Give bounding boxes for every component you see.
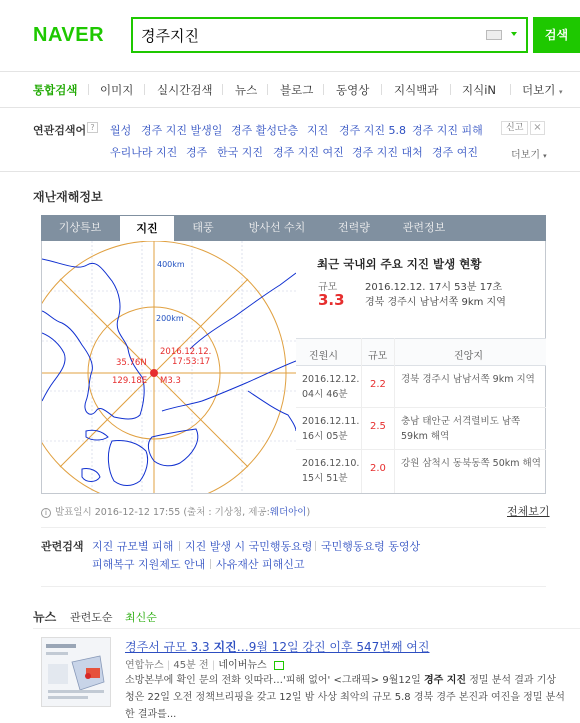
event-time-label: 17:53:17 [172,357,211,367]
row-time: 15시 51분 [302,473,348,484]
row-date: 2016.12.10. [302,458,360,469]
keyword-link[interactable]: 피해복구 지원제도 안내 [92,558,206,571]
chevron-down-icon[interactable] [511,32,517,36]
row-magnitude: 2.5 [370,421,386,432]
related-keyword[interactable]: 경주 지진 5.8 [339,124,406,137]
tab-encyclopedia[interactable]: 지식백과 [394,83,439,97]
keyword-search [41,527,546,587]
earthquake-panel [41,241,546,494]
headline-pre: 경주서 규모 3.3 [125,640,214,654]
search-button[interactable]: 검색 [533,17,580,53]
row-magnitude: 2.0 [370,463,386,474]
recent-place: 경북 경주시 남남서쪽 9km 지역 [365,297,506,308]
tab-related-info[interactable]: 관련정보 [402,221,446,234]
keyword-link[interactable]: 지진 규모별 피해 [92,540,174,553]
tab-divider [267,84,268,95]
tab-realtime[interactable]: 실시간검색 [157,83,213,97]
tab-divider [222,84,223,95]
related-more-label: 더보기 [511,150,540,161]
related-keyword[interactable]: 경주 [186,146,208,159]
scale-value: 3.3 [318,291,345,309]
row-date: 2016.12.11. [302,416,360,427]
tab-divider [381,84,382,95]
news-divider [33,628,580,629]
tab-divider [510,84,511,95]
earthquake-table [296,338,546,492]
tab-kin[interactable]: 지식iN [462,83,497,97]
keyword-search-title: 관련검색 [41,540,84,553]
body-part1: 소방본부에 확인 문의 전화 잇따라…'피해 없어' <그래픽> 9월12일 [125,675,424,686]
news-headline[interactable] [125,638,430,655]
related-searches [0,108,580,172]
meta-divider: | [211,660,216,671]
news-source[interactable]: 연합뉴스 [125,660,164,671]
row-date: 2016.12.12. [302,374,360,385]
tab-blog[interactable]: 블로그 [280,83,314,97]
chevron-down-icon: ▾ [543,152,547,160]
table-row [296,408,546,450]
event-lon-label: 129.18E [112,376,148,386]
related-keyword[interactable]: 경주 지진 대처 [352,146,423,159]
news-sort-latest[interactable]: 최신순 [125,611,157,624]
chevron-down-icon: ▾ [558,88,563,96]
header [0,0,580,72]
table-header [296,338,546,366]
news-graphic [42,638,111,707]
keyword-divider [210,559,211,569]
naver-news-link[interactable]: 네이버뉴스 [218,660,267,671]
related-keyword[interactable]: 우리나라 지진 [110,146,178,159]
news-meta [125,656,284,671]
news-section-title: 뉴스 [33,610,57,624]
header-scale: 규모 [368,351,388,362]
tab-typhoon[interactable]: 태풍 [192,221,214,234]
recent-title: 최근 국내외 주요 지진 발생 현황 [317,257,482,271]
share-icon[interactable] [274,661,284,670]
table-divider [394,338,395,493]
tab-news[interactable]: 뉴스 [235,83,258,97]
search-box[interactable] [131,17,528,53]
info-icon: i [41,508,51,518]
row-magnitude: 2.2 [370,379,386,390]
tab-divider [88,84,89,95]
tab-more-label: 더보기 [522,83,556,97]
row-time: 04시 46분 [302,389,348,400]
tab-earthquake[interactable]: 지진 [119,215,175,241]
close-icon[interactable]: × [530,121,545,135]
report-button[interactable]: 신고 [501,121,528,135]
earthquake-map[interactable] [42,241,296,493]
row-datetime [302,372,360,402]
event-date-label: 2016.12.12. [160,347,212,357]
keyboard-icon[interactable] [486,30,502,40]
tab-power[interactable]: 전력량 [338,221,370,234]
tab-radiation[interactable]: 방사선 수치 [248,221,306,234]
row-datetime [302,456,360,486]
help-icon[interactable]: ? [87,122,98,133]
source-end: ) [306,507,311,518]
epicenter-marker [150,369,158,377]
news-thumbnail[interactable] [41,637,111,707]
recent-time: 2016.12.12. 17시 53분 17초 [365,282,503,293]
keyword-divider [179,541,180,551]
naver-logo[interactable]: NAVER [33,24,105,46]
event-lat-label: 35.76N [116,358,147,368]
tab-video[interactable]: 동영상 [336,83,370,97]
row-location: 강원 삼척시 동북동쪽 50km 해역 [401,458,541,469]
keyword-link[interactable]: 국민행동요령 동영상 [321,540,421,553]
scale-label: 규모 [318,282,338,293]
row-time: 16시 05분 [302,431,348,442]
row-location: 충남 태안군 서격렬비도 남쪽 59km 해역 [401,416,521,442]
news-summary [125,672,565,723]
body-part2: 정밀 분석 결과 기상청은 22일 오전 정책브리핑을 갖고 12일 밤 사상 최악의 규모 5.8 경북 경주 본진과 여진을 정밀 분석한 결과를... [125,675,565,720]
header-location: 진앙지 [454,351,483,362]
meta-divider: | [166,660,171,671]
related-title: 연관검색어 [33,124,87,137]
row-location: 경북 경주시 남남서쪽 9km 지역 [401,374,535,385]
keyword-link[interactable]: 지진 발생 시 국민행동요령 [185,540,313,553]
news-sort-relevance[interactable]: 관련도순 [70,611,113,624]
view-all-link[interactable]: 전체보기 [507,505,550,518]
search-input[interactable] [141,25,471,45]
body-bold: 경주 지진 [423,675,467,686]
row-datetime [302,414,360,444]
headline-bold: 지진 [213,640,237,654]
table-divider [361,338,362,493]
related-keyword[interactable]: 경주 활성단층 [231,124,299,137]
keyword-divider [315,541,316,551]
disaster-section-title: 재난재해정보 [33,190,103,204]
disaster-tabs [41,215,546,241]
related-keyword[interactable]: 지진 [307,124,329,137]
source-text: 발표일시 2016-12-12 17:55 (출처 : 기상청, 제공: [55,507,270,518]
table-row [296,366,546,408]
related-keyword[interactable]: 경주 여진 [432,146,479,159]
event-mag-label: M3.3 [160,376,181,386]
map-graphic [42,241,296,493]
news-time: 45분 전 [173,660,209,671]
ring-200-label: 200km [156,314,184,323]
tab-divider [144,84,145,95]
tab-more[interactable] [522,82,563,98]
related-keyword[interactable]: 한국 지진 [217,146,264,159]
tab-divider [450,84,451,95]
tab-divider [323,84,324,95]
table-row [296,450,546,492]
ring-400-label: 400km [157,260,185,269]
earthquake-info [296,241,546,493]
keyword-link[interactable]: 사유재산 피해신고 [216,558,305,571]
related-keyword[interactable]: 월성 [110,124,132,137]
tab-images[interactable]: 이미지 [100,83,134,97]
related-keyword[interactable]: 경주 지진 여진 [273,146,344,159]
header-time: 진원시 [309,351,338,362]
related-more-button[interactable] [511,146,547,161]
source-link[interactable]: 웨더아이 [269,507,307,518]
tab-integrated[interactable]: 통합검색 [33,83,78,97]
tab-weather-alert[interactable]: 기상특보 [58,221,102,234]
related-keyword[interactable]: 경주 지진 피해 [412,124,483,137]
headline-post: …9월 12일 강진 이후 547번째 여진 [236,640,430,654]
search-tabs [0,72,580,108]
related-keyword[interactable]: 경주 지진 발생일 [141,124,223,137]
source-line [41,504,310,518]
